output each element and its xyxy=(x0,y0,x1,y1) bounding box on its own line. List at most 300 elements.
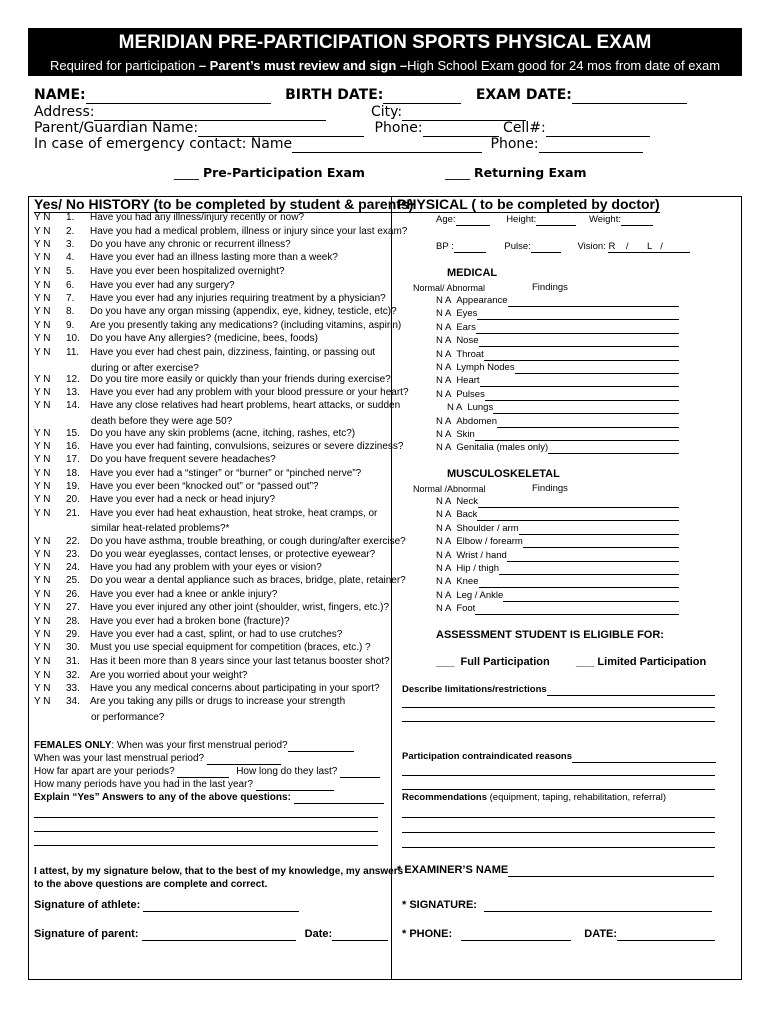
age-field[interactable] xyxy=(456,214,490,226)
exam-item-label: Genitalia (males only) xyxy=(456,442,549,454)
physical-header: PHYSICAL ( to be completed by doctor) xyxy=(397,196,660,212)
athlete-signature-field[interactable] xyxy=(143,899,299,912)
limitations-field[interactable] xyxy=(547,684,715,696)
findings-field[interactable] xyxy=(477,509,679,521)
medical-title: MEDICAL xyxy=(447,267,498,279)
history-question-26 xyxy=(34,589,277,600)
question-text: Have you had any problem with your eyes or vision? xyxy=(90,562,322,573)
examiner-phone-line: * PHONE: DATE: xyxy=(402,928,715,941)
question-number: 20. xyxy=(66,494,80,505)
musc-item-4 xyxy=(436,536,679,548)
history-question-19 xyxy=(34,481,318,492)
exam-item-label: Nose xyxy=(456,335,479,347)
question-number: 1. xyxy=(66,212,75,223)
yes-no-toggle[interactable]: Y N xyxy=(34,387,51,398)
yes-no-toggle[interactable]: Y N xyxy=(34,562,51,573)
question-text: Have you ever had a broken bone (fracture)? xyxy=(90,616,290,627)
recommendations-label: Recommendations (equipment, taping, rehabilitation, referral) xyxy=(402,792,667,803)
exam-item-label: Lymph Nodes xyxy=(456,362,515,373)
history-question-6 xyxy=(34,280,235,291)
history-question-24 xyxy=(34,562,322,573)
question-text: Have you any medical concerns about participating in your sport? xyxy=(90,683,380,694)
yes-no-toggle[interactable]: Y N xyxy=(34,494,51,505)
limited-participation-option[interactable]: ___ Limited Participation xyxy=(576,656,707,668)
question-number: 5. xyxy=(66,266,75,277)
city-field[interactable] xyxy=(402,104,526,121)
contraindicated-field[interactable] xyxy=(572,751,716,763)
history-question-12 xyxy=(34,374,391,385)
question-text: Have you ever been “knocked out” or “passed out”? xyxy=(90,481,319,492)
attest-line-2: to the above questions are complete and correct. xyxy=(34,879,268,890)
history-question-21 xyxy=(34,508,377,519)
history-question-34 xyxy=(34,696,345,707)
medical-item-7 xyxy=(436,375,679,387)
exam-item-label: Neck xyxy=(456,496,478,507)
recommendations-line-2[interactable] xyxy=(402,832,715,833)
findings-field[interactable] xyxy=(523,536,679,548)
musc-item-8 xyxy=(436,590,679,602)
yes-no-toggle[interactable]: Y N xyxy=(34,575,51,586)
history-question-8 xyxy=(34,306,397,317)
findings-field[interactable] xyxy=(475,429,679,441)
question-text: Do you have any chronic or recurrent illness? xyxy=(90,239,291,250)
musc-item-6 xyxy=(436,563,679,575)
question-number: 21. xyxy=(66,508,80,519)
question-number: 13. xyxy=(66,387,80,398)
yes-no-toggle[interactable]: Y N xyxy=(34,347,51,358)
question-number: 6. xyxy=(66,280,75,291)
explain-line-2[interactable] xyxy=(34,831,378,832)
question-text: Are you presently taking any medications? (including vitamins, aspirin) xyxy=(90,320,402,331)
form-title: MERIDIAN PRE-PARTICIPATION SPORTS PHYSICAL EXAM xyxy=(118,32,652,53)
findings-field[interactable] xyxy=(503,590,679,602)
question-number: 19. xyxy=(66,481,80,492)
emergency-name-field[interactable] xyxy=(292,136,482,153)
medical-item-10 xyxy=(436,416,679,428)
exam-item-label: Skin xyxy=(456,429,475,440)
findings-field[interactable] xyxy=(478,496,679,508)
normal-abnormal-toggle[interactable]: N A xyxy=(436,442,452,454)
exam-item-label: Elbow / forearm xyxy=(456,536,523,548)
history-question-4 xyxy=(34,252,338,263)
medical-item-8 xyxy=(436,389,679,401)
normal-abnormal-toggle[interactable]: N A xyxy=(436,496,452,507)
females-q1: FEMALES ONLY: When was your first menstrual period? xyxy=(34,740,354,752)
yes-no-toggle[interactable]: Y N xyxy=(34,696,51,707)
pulse-field[interactable] xyxy=(531,241,561,253)
findings-field[interactable] xyxy=(477,308,679,320)
weight-field[interactable] xyxy=(621,214,653,226)
history-question-5 xyxy=(34,266,285,277)
question-number: 9. xyxy=(66,320,75,331)
yes-no-toggle[interactable]: Y N xyxy=(34,602,51,613)
normal-abnormal-toggle[interactable]: N A xyxy=(436,415,452,427)
normal-abnormal-toggle[interactable]: N A xyxy=(436,536,452,548)
normal-abnormal-toggle[interactable]: N A xyxy=(436,549,452,561)
yes-no-toggle[interactable]: Y N xyxy=(34,374,51,385)
history-question-9 xyxy=(34,320,401,331)
normal-abnormal-toggle[interactable]: N A xyxy=(436,375,452,387)
history-question-3 xyxy=(34,239,291,250)
yes-no-toggle[interactable]: Y N xyxy=(34,226,51,237)
last-period-field[interactable] xyxy=(207,753,281,765)
yes-no-toggle[interactable]: Y N xyxy=(34,266,51,277)
normal-abnormal-toggle[interactable]: N A xyxy=(436,589,452,601)
question-number: 30. xyxy=(66,642,80,653)
question-number: 15. xyxy=(66,428,80,439)
normal-abnormal-toggle[interactable]: N A xyxy=(436,509,452,521)
findings-field[interactable] xyxy=(476,322,679,334)
yes-no-toggle[interactable]: Y N xyxy=(34,454,51,465)
history-question-27 xyxy=(34,602,389,613)
medical-item-4 xyxy=(436,335,679,347)
question-number: 18. xyxy=(66,468,80,479)
yes-no-toggle[interactable]: Y N xyxy=(34,616,51,627)
question-text: Do you have asthma, trouble breathing, or cough during/after exercise? xyxy=(90,536,406,547)
examiner-signature-field[interactable] xyxy=(484,899,712,912)
musc-item-9 xyxy=(436,603,679,615)
findings-field[interactable] xyxy=(485,389,679,401)
limitations-line-3[interactable] xyxy=(402,721,715,722)
recommendations-line-3[interactable] xyxy=(402,847,715,848)
name-line: NAME: BIRTH DATE: EXAM DATE: xyxy=(34,87,687,104)
limitations-line-2[interactable] xyxy=(402,707,715,708)
medical-item-1 xyxy=(436,295,679,307)
history-question-7 xyxy=(34,293,386,304)
exam-item-label: Ears xyxy=(456,321,476,333)
musc-item-3 xyxy=(436,523,679,535)
bp-field[interactable] xyxy=(454,241,486,253)
explain-field[interactable] xyxy=(294,792,384,804)
question-number: 12. xyxy=(66,374,80,385)
exam-item-label: Pulses xyxy=(456,388,485,400)
address-field[interactable] xyxy=(94,104,326,121)
exam-item-label: Throat xyxy=(456,348,484,360)
exam-item-label: Appearance xyxy=(456,295,508,306)
question-text: Have you ever had a knee or ankle injury? xyxy=(90,589,278,600)
exam-item-label: Wrist / hand xyxy=(456,549,507,561)
history-question-22 xyxy=(34,536,406,547)
period-length-field[interactable] xyxy=(340,766,380,778)
question-number: 32. xyxy=(66,670,80,681)
history-question-17 xyxy=(34,454,276,465)
periods-count-field[interactable] xyxy=(256,779,334,791)
question-number: 17. xyxy=(66,454,80,465)
yes-no-toggle[interactable]: Y N xyxy=(34,280,51,291)
normal-abnormal-toggle[interactable]: N A xyxy=(436,348,452,360)
examiner-name-field[interactable] xyxy=(508,864,714,877)
yes-no-toggle[interactable]: Y N xyxy=(34,333,51,344)
history-question-29 xyxy=(34,629,342,640)
yes-no-toggle[interactable]: Y N xyxy=(34,400,51,411)
height-field[interactable] xyxy=(536,214,576,226)
exam-item-label: Foot xyxy=(456,603,476,615)
question-text: Have you ever had chest pain, dizziness, fainting, or passing out xyxy=(90,347,376,358)
normal-abnormal-toggle[interactable]: N A xyxy=(436,362,452,373)
yes-no-toggle[interactable]: Y N xyxy=(34,252,51,263)
question-text: Have you ever been hospitalized overnight? xyxy=(90,266,285,277)
musculoskeletal-title: MUSCULOSKELETAL xyxy=(447,468,560,480)
question-number: 31. xyxy=(66,656,80,667)
question-text: Do you tire more easily or quickly than your friends during exercise? xyxy=(90,374,391,385)
question-text: Have you ever had a “stinger” or “burner” or “pinched nerve”? xyxy=(90,468,362,479)
medical-item-2 xyxy=(436,308,679,320)
exam-item-label: Abdomen xyxy=(456,415,497,427)
cell-field[interactable] xyxy=(546,120,650,137)
females-q2: When was your last menstrual period? xyxy=(34,753,281,765)
exam-item-label: Heart xyxy=(456,375,480,387)
findings-field[interactable] xyxy=(479,576,680,588)
musc-item-5 xyxy=(436,550,679,562)
yes-no-toggle[interactable]: Y N xyxy=(34,428,51,439)
header-banner xyxy=(28,28,742,76)
first-period-field[interactable] xyxy=(288,740,354,752)
q11-continuation: during or after exercise? xyxy=(91,363,199,374)
musculoskeletal-columns: Normal /Abnormal xyxy=(413,484,486,494)
question-text: Do you have any skin problems (acne, itching, rashes, etc?) xyxy=(90,428,356,439)
musc-item-1 xyxy=(436,496,679,508)
medical-item-12 xyxy=(436,442,679,454)
contraindicated-line-2[interactable] xyxy=(402,775,715,776)
findings-field[interactable] xyxy=(508,295,679,307)
findings-field[interactable] xyxy=(548,442,679,454)
question-number: 24. xyxy=(66,562,80,573)
exam-date-field[interactable] xyxy=(572,87,687,104)
q14-continuation: death before they were age 50? xyxy=(91,416,233,427)
history-question-31 xyxy=(34,656,390,667)
parent-signature-line: Signature of parent: Date: xyxy=(34,928,388,941)
examiner-phone-field[interactable] xyxy=(461,928,571,941)
yes-no-toggle[interactable]: Y N xyxy=(34,549,51,560)
question-number: 23. xyxy=(66,549,80,560)
recommendations-line-1[interactable] xyxy=(402,817,715,818)
emergency-line: In case of emergency contact: Name Phone: xyxy=(34,136,643,153)
guardian-phone-field[interactable] xyxy=(423,120,499,137)
attest-line-1: I attest, by my signature below, that to the best of my knowledge, my answers xyxy=(34,866,404,877)
q34-continuation: or performance? xyxy=(91,712,165,723)
explain-line-1[interactable] xyxy=(34,817,378,818)
normal-abnormal-toggle[interactable]: N A xyxy=(436,563,452,574)
q21-continuation: similar heat-related problems?* xyxy=(91,523,230,534)
yes-no-toggle[interactable]: Y N xyxy=(34,656,51,667)
normal-abnormal-toggle[interactable]: N A xyxy=(436,335,452,347)
females-q3: How far apart are your periods? How long do they last? xyxy=(34,766,380,778)
period-interval-field[interactable] xyxy=(177,766,229,778)
normal-abnormal-toggle[interactable]: N A xyxy=(436,522,452,534)
question-text: Are you taking any pills or drugs to increase your strength xyxy=(90,696,346,707)
yes-no-toggle[interactable]: Y N xyxy=(34,212,51,223)
findings-field[interactable] xyxy=(479,335,680,347)
history-question-10 xyxy=(34,333,318,344)
question-text: Do you have any organ missing (appendix, eye, kidney, testicle, etc)? xyxy=(90,306,397,317)
question-text: Have you ever had heat exhaustion, heat stroke, heat cramps, or xyxy=(90,508,378,519)
yes-no-toggle[interactable]: Y N xyxy=(34,670,51,681)
guardian-line: Parent/Guardian Name: Phone: Cell#: xyxy=(34,120,650,137)
question-text: Have you had any illness/injury recently or now? xyxy=(90,212,304,223)
birth-date-field[interactable] xyxy=(383,87,461,104)
question-text: Do you wear eyeglasses, contact lenses, or protective eyewear? xyxy=(90,549,376,560)
name-field[interactable] xyxy=(86,87,271,104)
females-q4: How many periods have you had in the last year? xyxy=(34,779,334,791)
normal-abnormal-toggle[interactable]: N A xyxy=(436,603,452,615)
medical-item-11 xyxy=(436,429,679,441)
question-number: 27. xyxy=(66,602,80,613)
yes-no-toggle[interactable]: Y N xyxy=(34,320,51,331)
question-text: Have you ever had any injuries requiring treatment by a physician? xyxy=(90,293,386,304)
findings-field[interactable] xyxy=(499,563,679,575)
assessment-title: ASSESSMENT STUDENT IS ELIGIBLE FOR: xyxy=(436,629,664,641)
history-question-18 xyxy=(34,468,361,479)
medical-item-6 xyxy=(436,362,679,374)
question-text: Do you have frequent severe headaches? xyxy=(90,454,276,465)
question-text: Have you had a medical problem, illness or injury since your last exam? xyxy=(90,226,408,237)
medical-item-3 xyxy=(436,322,679,334)
question-text: Do you have Any allergies? (medicine, bees, foods) xyxy=(90,333,318,344)
findings-field[interactable] xyxy=(475,603,679,615)
address-line: Address: City: xyxy=(34,104,526,121)
limitations-label: Describe limitations/restrictions xyxy=(402,684,715,696)
question-number: 16. xyxy=(66,441,80,452)
normal-abnormal-toggle[interactable]: N A xyxy=(436,388,452,400)
examiner-date-field[interactable] xyxy=(617,928,715,941)
normal-abnormal-toggle[interactable]: N A xyxy=(436,295,452,306)
exam-item-label: Lungs xyxy=(467,402,494,414)
question-number: 25. xyxy=(66,575,80,586)
history-question-30 xyxy=(34,642,371,653)
question-number: 7. xyxy=(66,293,75,304)
exam-item-label: Shoulder / arm xyxy=(456,522,519,534)
question-text: Must you use special equipment for competition (braces, etc.) ? xyxy=(90,642,371,653)
medical-findings-label: Findings xyxy=(532,282,568,293)
vitals-row-1: Age: Height: Weight: xyxy=(436,214,653,226)
history-question-1 xyxy=(34,212,304,223)
musc-item-2 xyxy=(436,509,679,521)
history-question-32 xyxy=(34,670,247,681)
exam-item-label: Back xyxy=(456,509,478,521)
emergency-phone-field[interactable] xyxy=(539,136,643,153)
medical-item-5 xyxy=(436,349,679,361)
question-number: 33. xyxy=(66,683,80,694)
yes-no-toggle[interactable]: Y N xyxy=(34,239,51,250)
exam-item-label: Eyes xyxy=(456,308,478,320)
yes-no-toggle[interactable]: Y N xyxy=(34,306,51,317)
history-question-15 xyxy=(34,428,355,439)
history-header: Yes/ No HISTORY (to be completed by student & parents) xyxy=(34,196,414,212)
parent-date-field[interactable] xyxy=(332,928,388,941)
findings-field[interactable] xyxy=(519,523,679,535)
history-question-25 xyxy=(34,575,406,586)
history-question-11 xyxy=(34,347,375,358)
history-question-13 xyxy=(34,387,409,398)
exam-item-label: Knee xyxy=(456,576,479,588)
normal-abnormal-toggle[interactable]: N A xyxy=(436,429,452,440)
explain-label: Explain “Yes” Answers to any of the above questions: xyxy=(34,792,384,804)
normal-abnormal-toggle[interactable]: N A xyxy=(436,308,452,320)
normal-abnormal-toggle[interactable]: N A xyxy=(436,576,452,588)
exam-item-label: Leg / Ankle xyxy=(456,589,504,601)
history-question-16 xyxy=(34,441,404,452)
vitals-row-2: BP : Pulse: Vision: R / L / xyxy=(436,241,690,253)
findings-field[interactable] xyxy=(515,362,679,374)
yes-no-toggle[interactable]: Y N xyxy=(34,642,51,653)
yes-no-toggle[interactable]: Y N xyxy=(34,293,51,304)
question-text: Have you ever had a neck or head injury? xyxy=(90,494,276,505)
question-number: 26. xyxy=(66,589,80,600)
question-number: 28. xyxy=(66,616,80,627)
examiner-name-line: * EXAMINER’S NAME xyxy=(397,864,714,877)
yes-no-toggle[interactable]: Y N xyxy=(34,481,51,492)
question-number: 11. xyxy=(66,347,80,358)
contraindicated-label: Participation contraindicated reasons xyxy=(402,751,716,763)
question-number: 29. xyxy=(66,629,80,640)
findings-field[interactable] xyxy=(507,550,679,562)
musculoskeletal-findings-label: Findings xyxy=(532,483,568,494)
pre-participation-option[interactable]: ____ Pre-Participation Exam xyxy=(174,165,365,180)
full-participation-option[interactable]: ___ Full Participation xyxy=(436,656,550,668)
yes-no-toggle[interactable]: Y N xyxy=(34,468,51,479)
history-question-33 xyxy=(34,683,380,694)
form-subtitle: Required for participation – Parent’s must review and sign –High School Exam good for 24 mos from date of exam xyxy=(49,58,721,73)
question-number: 8. xyxy=(66,306,75,317)
history-question-20 xyxy=(34,494,275,505)
parent-signature-field[interactable] xyxy=(142,928,296,941)
vision-field[interactable]: R / L / xyxy=(608,241,690,253)
yes-no-toggle[interactable]: Y N xyxy=(34,629,51,640)
yes-no-toggle[interactable]: Y N xyxy=(34,508,51,519)
question-text: Are you worried about your weight? xyxy=(90,670,248,681)
explain-line-3[interactable] xyxy=(34,845,378,846)
findings-field[interactable] xyxy=(497,416,679,428)
normal-abnormal-toggle[interactable]: N A xyxy=(436,321,452,333)
question-number: 22. xyxy=(66,536,80,547)
athlete-signature-line: Signature of athlete: xyxy=(34,899,299,912)
yes-no-toggle[interactable]: Y N xyxy=(34,683,51,694)
returning-option[interactable]: ____ Returning Exam xyxy=(445,165,587,180)
question-text: Have you ever had a cast, splint, or had to use crutches? xyxy=(90,629,343,640)
history-question-28 xyxy=(34,616,290,627)
yes-no-toggle[interactable]: Y N xyxy=(34,589,51,600)
musc-item-7 xyxy=(436,576,679,588)
history-question-14 xyxy=(34,400,400,411)
question-number: 2. xyxy=(66,226,75,237)
history-question-23 xyxy=(34,549,375,560)
medical-columns: Normal/ Abnormal xyxy=(413,283,486,293)
question-text: Have you ever had fainting, convulsions, seizures or severe dizziness? xyxy=(90,441,404,452)
guardian-name-field[interactable] xyxy=(198,120,364,137)
question-number: 3. xyxy=(66,239,75,250)
question-number: 10. xyxy=(66,333,80,344)
findings-field[interactable] xyxy=(480,375,679,387)
question-text: Have you ever had an illness lasting more than a week? xyxy=(90,252,338,263)
question-text: Have you ever had any surgery? xyxy=(90,280,235,291)
question-text: Have any close relatives had heart problems, heart attacks, or sudden xyxy=(90,400,401,411)
yes-no-toggle[interactable]: Y N xyxy=(34,441,51,452)
question-text: Have you ever injured any other joint (shoulder, wrist, fingers, etc.)? xyxy=(90,602,390,613)
question-number: 34. xyxy=(66,696,80,707)
question-number: 4. xyxy=(66,252,75,263)
normal-abnormal-toggle[interactable]: N A xyxy=(447,402,463,414)
question-text: Do you wear a dental appliance such as braces, bridge, plate, retainer? xyxy=(90,575,406,586)
examiner-signature-line: * SIGNATURE: xyxy=(402,899,712,912)
medical-item-9 xyxy=(447,402,679,414)
question-number: 14. xyxy=(66,400,80,411)
yes-no-toggle[interactable]: Y N xyxy=(34,536,51,547)
history-question-2 xyxy=(34,226,407,237)
contraindicated-line-3[interactable] xyxy=(402,789,715,790)
findings-field[interactable] xyxy=(484,349,679,361)
exam-item-label: Hip / thigh xyxy=(456,563,500,574)
findings-field[interactable] xyxy=(493,402,679,414)
